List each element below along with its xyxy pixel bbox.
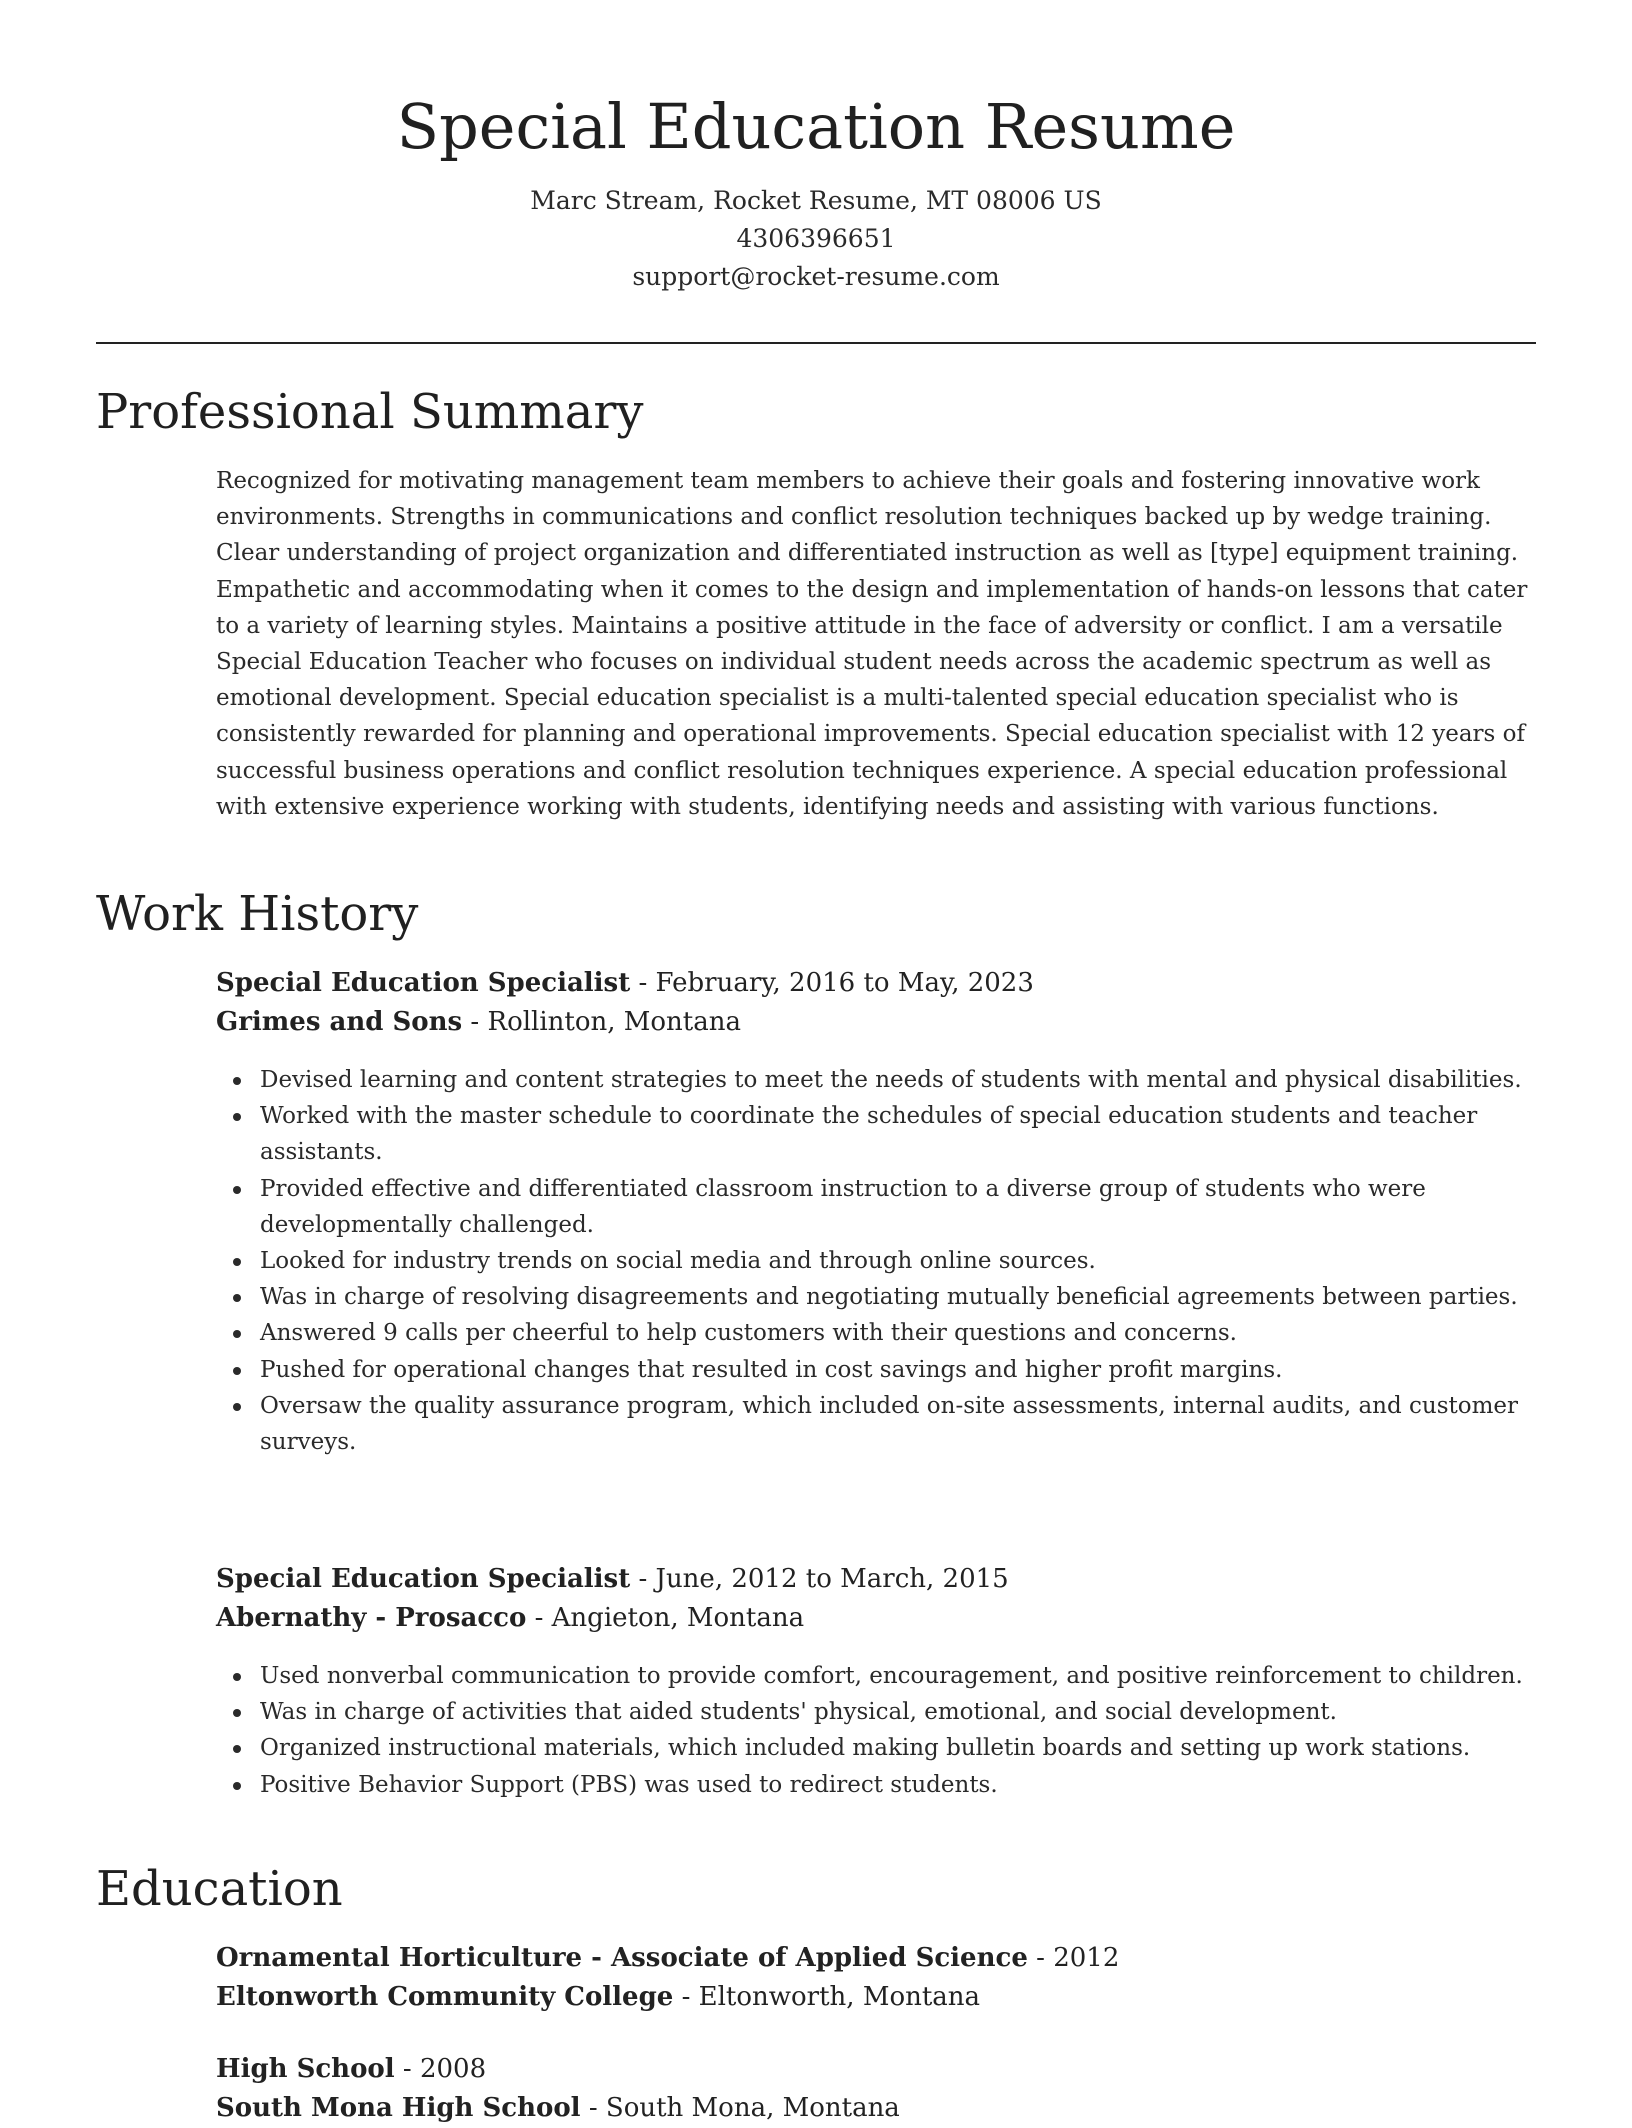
degree-name: Ornamental Horticulture - Associate of Applied Science bbox=[216, 1943, 1028, 1973]
school-name: South Mona High School bbox=[216, 2093, 581, 2123]
job-entry bbox=[216, 964, 1536, 1460]
job-entry bbox=[216, 1560, 1536, 1803]
list-item: Devised learning and content strategies to meet the needs of students with mental and physical disabilities. bbox=[260, 1062, 1536, 1098]
job-title-line bbox=[216, 1560, 1536, 1599]
list-item: Oversaw the quality assurance program, which included on-site assessments, internal audits, and customer surveys. bbox=[260, 1388, 1536, 1460]
school-line bbox=[216, 2089, 1536, 2128]
education-heading: Education bbox=[96, 1861, 343, 1917]
work-history-heading: Work History bbox=[96, 886, 419, 942]
list-item: Organized instructional materials, which included making bulletin boards and setting up work stations. bbox=[260, 1730, 1536, 1766]
job-duties-list bbox=[216, 1062, 1536, 1460]
list-item: Answered 9 calls per cheerful to help customers with their questions and concerns. bbox=[260, 1315, 1536, 1351]
header-divider bbox=[96, 342, 1536, 344]
school-line bbox=[216, 1978, 1536, 2017]
job-title-line bbox=[216, 964, 1536, 1003]
job-duties-list bbox=[216, 1658, 1536, 1803]
list-item: Positive Behavior Support (PBS) was used to redirect students. bbox=[260, 1767, 1536, 1803]
summary-heading: Professional Summary bbox=[96, 384, 644, 440]
school-location: - Eltonworth, Montana bbox=[673, 1982, 981, 2012]
list-item: Looked for industry trends on social media and through online sources. bbox=[260, 1243, 1536, 1279]
contact-address: Marc Stream, Rocket Resume, MT 08006 US bbox=[530, 186, 1102, 215]
job-title: Special Education Specialist bbox=[216, 1564, 631, 1594]
school-location: - South Mona, Montana bbox=[580, 2093, 900, 2123]
resume-header bbox=[0, 82, 1632, 296]
contact-block bbox=[0, 182, 1632, 296]
employer-location: - Angieton, Montana bbox=[526, 1603, 805, 1633]
contact-phone: 4306396651 bbox=[736, 224, 896, 253]
list-item: Worked with the master schedule to coordinate the schedules of special education students and teacher assistants. bbox=[260, 1098, 1536, 1170]
list-item: Was in charge of activities that aided students' physical, emotional, and social development. bbox=[260, 1694, 1536, 1730]
job-title: Special Education Specialist bbox=[216, 968, 631, 998]
job-dates: - June, 2012 to March, 2015 bbox=[630, 1564, 1009, 1594]
education-entry bbox=[216, 2050, 1536, 2128]
degree-line bbox=[216, 1939, 1536, 1978]
degree-name: High School bbox=[216, 2054, 395, 2084]
degree-year: - 2008 bbox=[394, 2054, 487, 2084]
list-item: Provided effective and differentiated classroom instruction to a diverse group of students who were developmentally challenged. bbox=[260, 1171, 1536, 1243]
list-item: Was in charge of resolving disagreements and negotiating mutually beneficial agreements between parties. bbox=[260, 1279, 1536, 1315]
list-item: Used nonverbal communication to provide comfort, encouragement, and positive reinforcement to children. bbox=[260, 1658, 1536, 1694]
list-item: Pushed for operational changes that resulted in cost savings and higher profit margins. bbox=[260, 1352, 1536, 1388]
employer-line bbox=[216, 1003, 1536, 1042]
job-dates: - February, 2016 to May, 2023 bbox=[630, 968, 1034, 998]
degree-line bbox=[216, 2050, 1536, 2089]
contact-email: support@rocket-resume.com bbox=[632, 262, 1000, 291]
resume-title: Special Education Resume bbox=[396, 90, 1236, 163]
school-name: Eltonworth Community College bbox=[216, 1982, 674, 2012]
summary-text: Recognized for motivating management team members to achieve their goals and fostering innovative work environments. Strengths in communications and conflict resolution techniques backed up by wedge training. Clear understanding of project organization and differentiated instruction as well as [type] equipment training. Empathetic and accommodating when it comes to the design and implementation of hands-on lessons that cater to a variety of learning styles. Maintains a positive attitude in the face of adversity or conflict. I am a versatile Special Education Teacher who focuses on individual student needs across the academic spectrum as well as emotional development. Special education specialist is a multi-talented special education specialist who is consistently rewarded for planning and operational improvements. Special education specialist with 12 years of successful business operations and conflict resolution techniques experience. A special education professional with extensive experience working with students, identifying needs and assisting with various functions. bbox=[216, 468, 1528, 820]
degree-year: - 2012 bbox=[1027, 1943, 1120, 1973]
employer-name: Grimes and Sons bbox=[216, 1007, 463, 1037]
employer-line bbox=[216, 1599, 1536, 1638]
education-entry bbox=[216, 1939, 1536, 2017]
employer-name: Abernathy - Prosacco bbox=[216, 1603, 527, 1633]
employer-location: - Rollinton, Montana bbox=[462, 1007, 741, 1037]
